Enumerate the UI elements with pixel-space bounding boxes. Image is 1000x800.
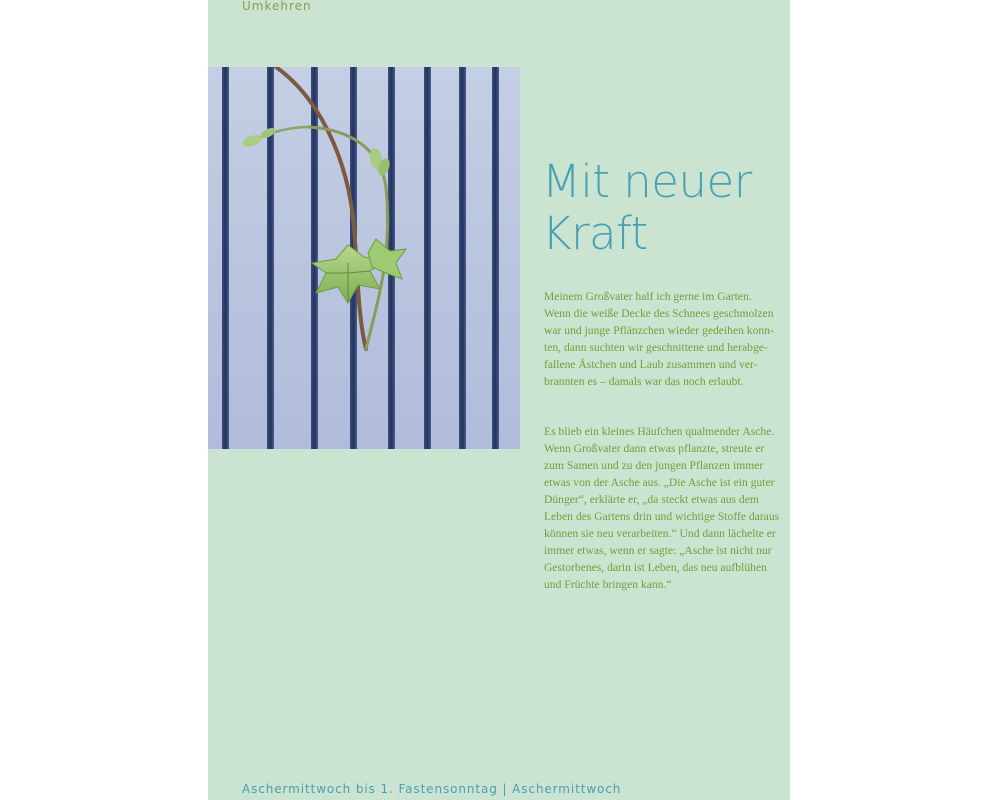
text-line: war und junge Pflänzchen wieder gedeihen konn- [544,324,774,337]
footer-separator: | [497,782,513,796]
text-line: fallene Ästchen und Laub zusammen und ver- [544,358,758,371]
page [208,0,790,800]
text-line: können sie neu verarbeiten.“ Und dann lächelte er [544,527,776,540]
footer-day: Aschermittwoch [512,782,622,796]
text-line: Wenn Großvater dann etwas pflanzte, streute er [544,442,765,455]
text-line: brannten es – damals war das noch erlaubt. [544,375,744,388]
title-line-2: Kraft [542,207,648,260]
section-label: Umkehren [242,0,312,13]
paragraph-2 [544,423,790,593]
page-footer [242,782,621,796]
text-line: und Früchte bringen kann.“ [544,578,672,591]
text-line: Leben des Gartens drin und wichtige Stoffe daraus [544,510,780,523]
text-line: Gestorbenes, darin ist Leben, das neu aufblühen [544,561,767,574]
article-title [542,156,782,260]
hop-sprout-photo [208,67,520,449]
text-line: zum Samen und zu den jungen Pflanzen immer [544,459,764,472]
text-line: Es blieb ein kleines Häufchen qualmender Asche. [544,425,775,438]
text-line: etwas von der Asche aus. „Die Asche ist ein guter [544,476,775,489]
text-line: Meinem Großvater half ich gerne im Garten. [544,290,752,303]
text-line: ten, dann suchten wir geschnittene und herabge- [544,341,768,354]
text-line: Wenn die weiße Decke des Schnees geschmolzen [544,307,774,320]
footer-period: Aschermittwoch bis 1. Fastensonntag [242,782,498,796]
text-line: Dünger“, erklärte er, „da steckt etwas aus dem [544,493,759,506]
title-line-1: Mit neuer [542,155,752,208]
text-line: immer etwas, wenn er sagte: „Asche ist nicht nur [544,544,772,557]
paragraph-1 [544,288,790,390]
